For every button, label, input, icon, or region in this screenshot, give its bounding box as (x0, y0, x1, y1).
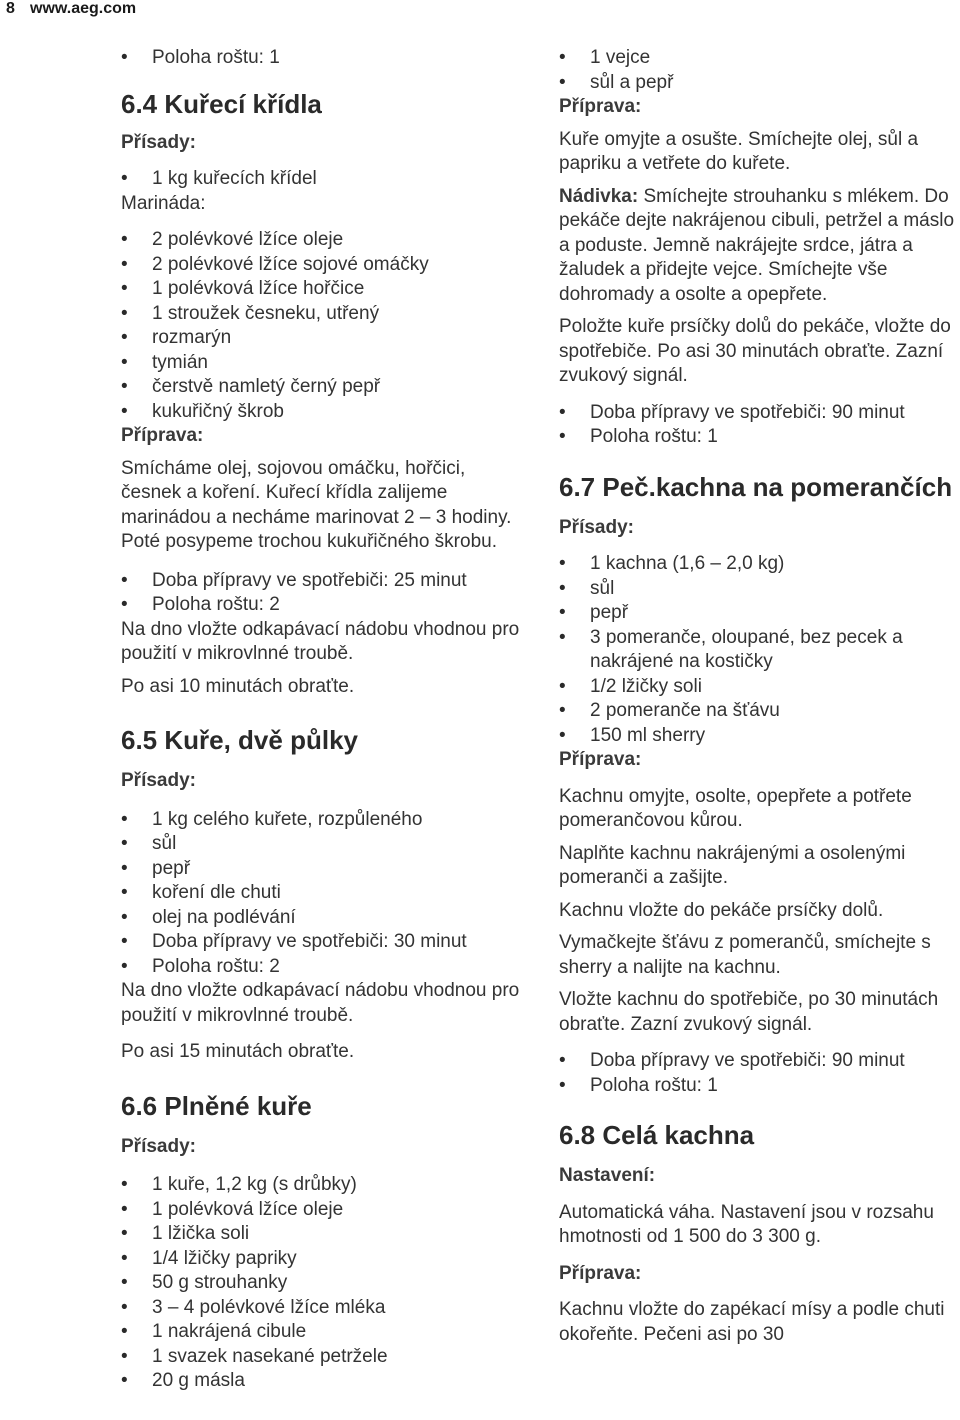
settings-list (559, 1049, 955, 1098)
preparation-label: Příprava: (121, 425, 204, 446)
list-item: • 1 kuře, 1,2 kg (s drůbky) (121, 1173, 525, 1198)
ingredients-list (121, 1173, 525, 1394)
list-item: • 50 g strouhanky (121, 1271, 525, 1296)
note-text: Po asi 10 minutách obraťte. (121, 675, 355, 697)
list-item: • Doba přípravy ve spotřebiči: 30 minut (121, 930, 525, 955)
ingredients-list (121, 808, 525, 980)
list-item: • sůl (559, 577, 955, 602)
settings-list (121, 569, 525, 618)
list-item: • 1 kg celého kuřete, rozpůleného (121, 808, 525, 833)
note-text: Na dno vložte odkapávací nádobu vhodnou pro použití v mikrovlnné troubě. (121, 618, 520, 664)
settings-list (559, 401, 955, 450)
ingredients-list (559, 552, 955, 748)
ingredients-label: Přísady: (121, 1135, 196, 1157)
list-item: • 1 vejce (559, 46, 955, 71)
section-title-6-5: 6.5 Kuře, dvě půlky (121, 725, 358, 755)
list-item: • kukuřičný škrob (121, 400, 525, 425)
note-text: Na dno vložte odkapávací nádobu vhodnou pro použití v mikrovlnné troubě. (121, 980, 520, 1026)
list-item: • 2 pomeranče na šťávu (559, 699, 955, 724)
list-item: • 1/2 lžičky soli (559, 675, 955, 700)
preparation-text: Kuře omyjte a osušte. Smíchejte olej, sůl a papriku a vetřete do kuřete. (559, 128, 919, 174)
list-item: • 1 kg kuřecích křídel (121, 167, 525, 192)
preparation-label: Příprava: (559, 1262, 642, 1284)
list-item: • 1/4 lžičky papriky (121, 1247, 525, 1272)
ingredients-label: Přísady: (121, 770, 196, 791)
page-number: 8 (6, 0, 15, 17)
intro-list (121, 46, 525, 71)
list-item: • koření dle chuti (121, 881, 525, 906)
step-text: Vymačkejte šťávu z pomerančů, smíchejte s sherry a nalijte na kachnu. (559, 932, 931, 978)
list-item: • Doba přípravy ve spotřebiči: 90 minut (559, 1049, 955, 1074)
list-item: • Poloha roštu: 1 (559, 425, 955, 450)
list-item: • Poloha roštu: 1 (559, 1074, 955, 1099)
section-title-6-7: 6.7 Peč.kachna na pomerančích (559, 471, 953, 502)
ingredients-list (559, 46, 955, 95)
list-item: • 2 polévkové lžíce sojové omáčky (121, 253, 525, 278)
list-item: • Poloha roštu: 1 (121, 46, 525, 71)
preparation-text: Kachnu vložte do zapékací mísy a podle chuti okořeňte. Pečeni asi po 30 (559, 1299, 945, 1345)
list-item: • pepř (559, 601, 955, 626)
list-item: • sůl (121, 832, 525, 857)
preparation-label: Příprava: (559, 96, 642, 117)
list-item: • 1 stroužek česneku, utřený (121, 302, 525, 327)
step-text: Kachnu vložte do pekáče prsíčky dolů. (559, 899, 884, 921)
note-text: Po asi 15 minutách obraťte. (121, 1041, 355, 1062)
list-item: • 1 polévková lžíce hořčice (121, 277, 525, 302)
list-item: • 1 lžička soli (121, 1222, 525, 1247)
list-item: • 2 polévkové lžíce oleje (121, 228, 525, 253)
list-item: • rozmarýn (121, 326, 525, 351)
right-column (559, 46, 955, 1347)
stuffing-label: Nádivka: (559, 185, 639, 207)
step-text: Vložte kachnu do spotřebiče, po 30 minutách obraťte. Zazní zvukový signál. (559, 989, 939, 1035)
list-item: • 1 svazek nasekané petržele (121, 1345, 525, 1370)
list-item: • sůl a pepř (559, 71, 955, 96)
list-item: • 3 – 4 polévkové lžíce mléka (121, 1296, 525, 1321)
settings-text: Automatická váha. Nastavení jsou v rozsahu hmotnosti od 1 500 do 3 300 g. (559, 1201, 934, 1247)
section-title-6-4: 6.4 Kuřecí křídla (121, 88, 322, 119)
list-item: • Doba přípravy ve spotřebiči: 90 minut (559, 401, 955, 426)
ingredients-label: Přísady: (121, 131, 196, 153)
preparation-text: Smícháme olej, sojovou omáčku, hořčici, česnek a koření. Kuřecí křídla zalijeme marinádou a necháme marinovat 2 – 3 hodiny. Poté posypeme trochou kukuřičného škrobu. (121, 457, 512, 552)
list-item: • 1 kachna (1,6 – 2,0 kg) (559, 552, 955, 577)
left-column (121, 46, 525, 1394)
list-item: • čerstvě namletý černý pepř (121, 375, 525, 400)
stuffing-paragraph (559, 185, 955, 308)
list-item: • Doba přípravy ve spotřebiči: 25 minut (121, 569, 525, 594)
list-item: • 3 pomeranče, oloupané, bez pecek a nakrájené na kostičky (559, 626, 955, 675)
list-item: • olej na podlévání (121, 906, 525, 931)
section-title-6-8: 6.8 Celá kachna (559, 1120, 755, 1150)
list-item: • 150 ml sherry (559, 724, 955, 749)
ingredients-label: Přísady: (559, 516, 634, 538)
marinade-list (121, 228, 525, 424)
preparation-text: Položte kuře prsíčky dolů do pekáče, vložte do spotřebiče. Po asi 30 minutách obraťte. Zazní zvukový signál. (559, 316, 951, 386)
stuffing-text: Smíchejte strouhanku s mlékem. Do pekáče dejte nakrájenou cibuli, petržel a máslo a poduste. Jemně nakrájejte srdce, játra a žaludek a přidejte vejce. Smíchejte vše dohromady a osolte a opepřete. (559, 185, 955, 305)
list-item: • 20 g másla (121, 1369, 525, 1394)
list-item: • Poloha roštu: 2 (121, 955, 525, 980)
step-text: Kachnu omyjte, osolte, opepřete a potřete pomerančovou kůrou. (559, 785, 912, 831)
list-item: • 1 nakrájená cibule (121, 1320, 525, 1345)
header-url: www.aeg.com (30, 0, 137, 17)
list-item: • tymián (121, 351, 525, 376)
step-text: Naplňte kachnu nakrájenými a osolenými pomeranči a zašijte. (559, 842, 906, 888)
ingredients-list (121, 167, 525, 192)
preparation-label: Příprava: (559, 749, 642, 770)
settings-label: Nastavení: (559, 1165, 656, 1186)
list-item: • Poloha roštu: 2 (121, 593, 525, 618)
section-title-6-6: 6.6 Plněné kuře (121, 1090, 312, 1121)
list-item: • 1 polévková lžíce oleje (121, 1198, 525, 1223)
list-item: • pepř (121, 857, 525, 882)
marinade-label: Marináda: (121, 192, 206, 214)
